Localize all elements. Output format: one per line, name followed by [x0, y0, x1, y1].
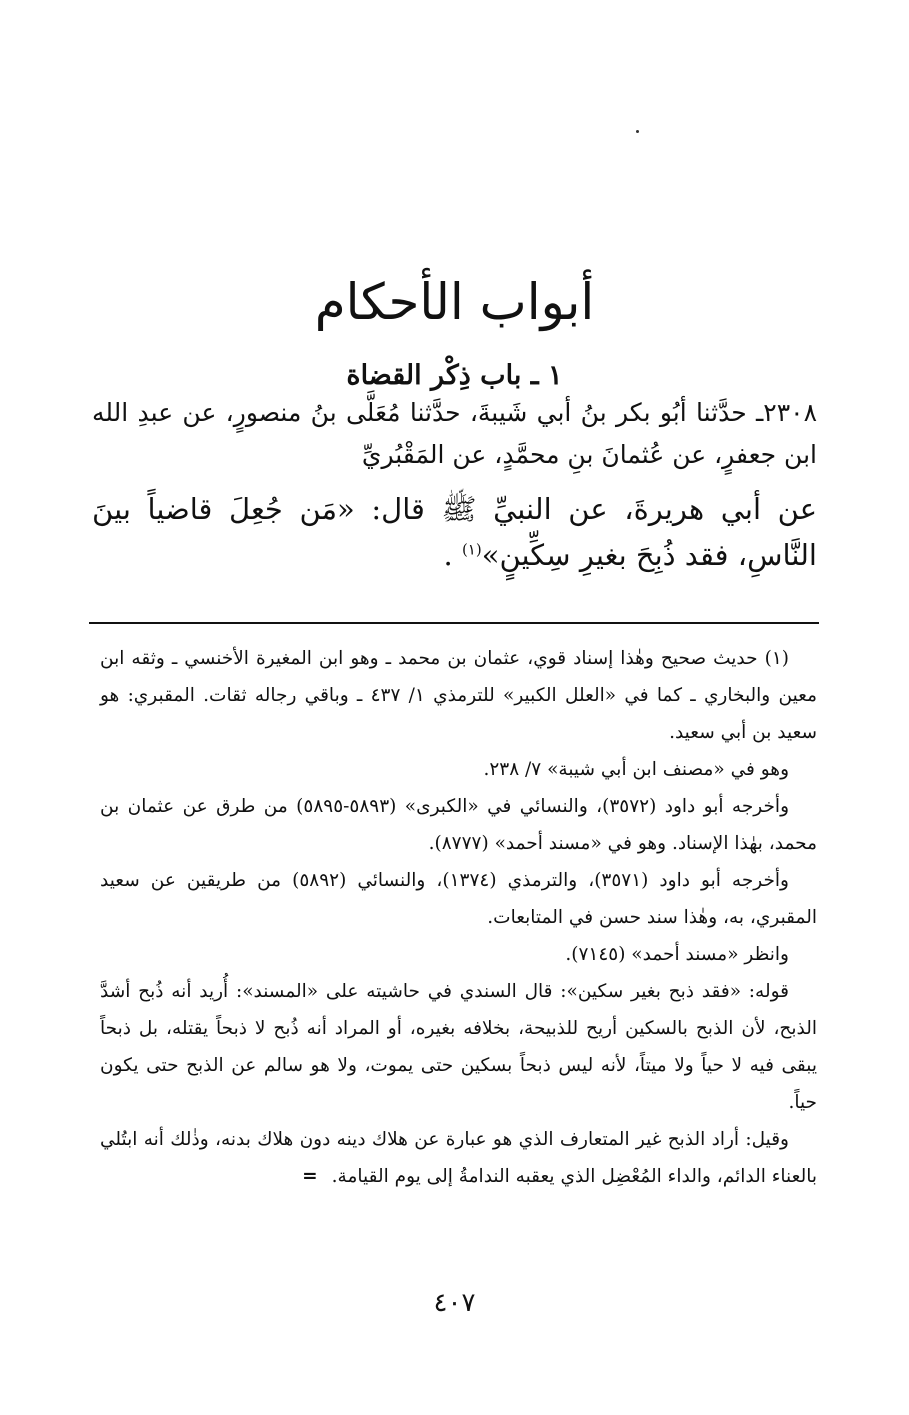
footnote-paragraph: (١) حديث صحيح وهٰذا إسناد قوي، عثمان بن محمد ـ وهو ابن المغيرة الأخنسي ـ وثقه ابن معين والبخاري ـ كما في «العلل الكبير» للترمذي ١/ ٤٣٧ ـ وباقي رجاله ثقات. المقبري: هو سعيد بن أبي سعيد. [100, 648, 817, 743]
page-number: ٤٠٧ [433, 1288, 476, 1318]
footnote-paragraph: وانظر «مسند أحمد» (٧١٤٥). [565, 944, 789, 965]
stray-dot [636, 130, 639, 133]
end-mark: . [443, 538, 453, 572]
footnote-paragraph-last [100, 1121, 817, 1195]
footnote-text: وقيل: أراد الذبح غير المتعارف الذي هو عبارة عن هلاك دينه دون هلاك بدنه، وذٰلك أنه ابتُلي بالعناء الدائم، والداء المُعْضِل الذي يعقبه الندامةُ إلى يوم القيامة. [100, 1129, 817, 1187]
continuation-mark: = [302, 1166, 318, 1187]
footnote-separator [89, 622, 819, 624]
footnote-paragraph: قوله: «فقد ذبح بغير سكين»: قال السندي في حاشيته على «المسند»: أُريد أنه ذُبح أشدَّ الذبح، لأن الذبح بالسكين أريح للذبيحة، بخلافه بغيره، أو المراد أنه ذُبح لا ذبحاً يقتله، بل ذبحاً يبقى فيه لا حياً ولا ميتاً، لأنه ليس ذبحاً بسكين حتى يموت، ولا هو سالم عن الذبح حتى يكون حياً. [100, 981, 817, 1113]
footnote-reference: (١) [461, 540, 482, 559]
hadith-isnad: ٢٣٠٨ـ حدَّثنا أبُو بكر بنُ أبي شَيبةَ، حدَّثنا مُعَلَّى بنُ منصورٍ، عن عبدِ الله ابن جعفرٍ، عن عُثمانَ بنِ محمَّدٍ، عن المَقْبُريِّ [92, 398, 817, 469]
footnote-paragraph: وأخرجه أبو داود (٣٥٧١)، والترمذي (١٣٧٤)، والنسائي (٥٨٩٢) من طريقين عن سعيد المقبري، به، وهٰذا سند حسن في المتابعات. [100, 870, 817, 928]
hadith-matn-paragraph [92, 486, 817, 578]
chapter-heading: ١ ـ باب ذِكْر القضاة [346, 360, 563, 392]
footnote-paragraph: وهو في «مصنف ابن أبي شيبة» ٧/ ٢٣٨. [483, 759, 789, 780]
footnote-paragraph: وأخرجه أبو داود (٣٥٧٢)، والنسائي في «الكبرى» (٥٨٩٣-٥٨٩٥) من طرق عن عثمان بن محمد، بهٰذا الإسناد. وهو في «مسند أحمد» (٨٧٧٧). [100, 796, 817, 854]
footnotes [100, 640, 817, 1195]
hadith-matn: عن أبي هريرةَ، عن النبيِّ ﷺ قال: «مَن جُعِلَ قاضياً بينَ النَّاسِ، فقد ذُبِحَ بغيرِ سِكِّينٍ» [92, 492, 817, 572]
section-title: أبواب الأحكام [314, 272, 595, 331]
hadith-text [92, 392, 817, 578]
